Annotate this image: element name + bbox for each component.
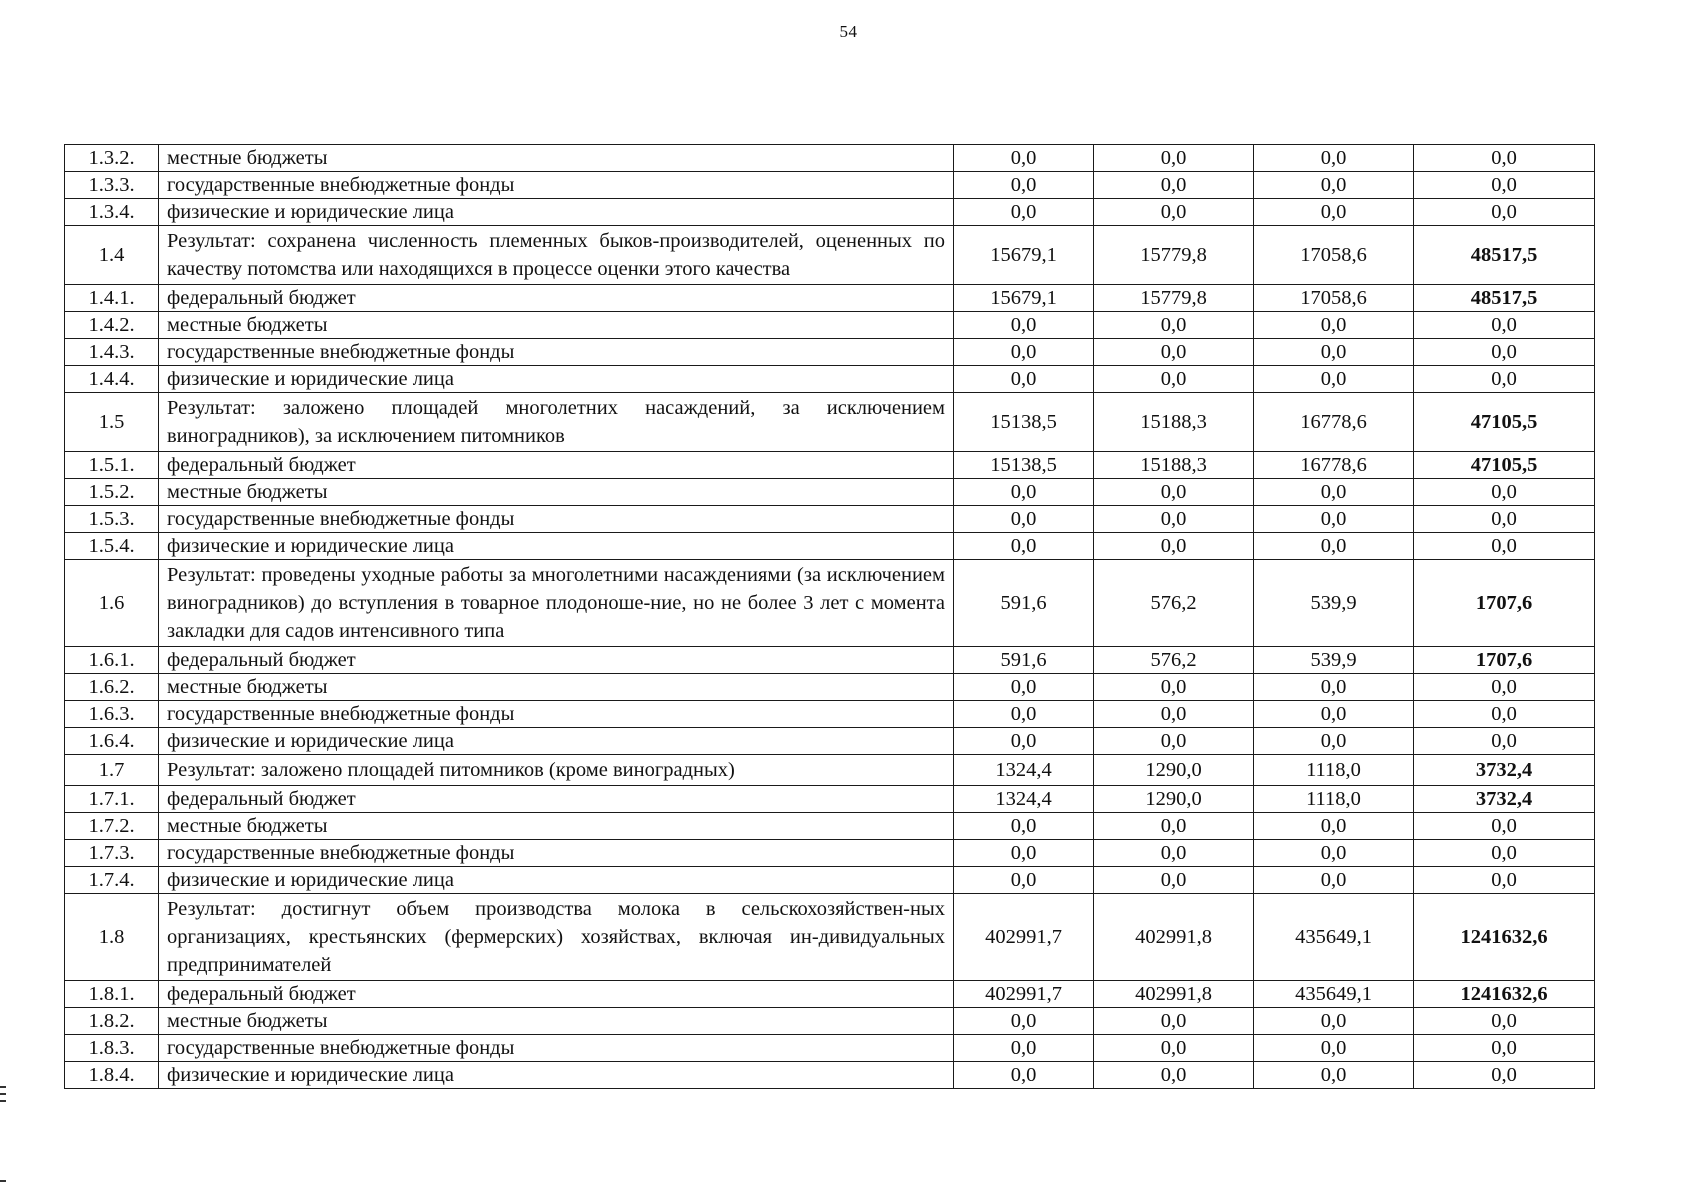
table-row — [65, 285, 1595, 312]
value-cell-year-2: 15779,8 — [1094, 226, 1254, 285]
funding-table-body — [65, 145, 1595, 1089]
value-cell-year-2: 0,0 — [1094, 674, 1254, 701]
total-cell: 3732,4 — [1414, 755, 1595, 786]
value-cell-year-1: 0,0 — [954, 339, 1094, 366]
total-cell: 48517,5 — [1414, 285, 1595, 312]
value-cell-year-3: 0,0 — [1254, 145, 1414, 172]
value-cell-year-3: 0,0 — [1254, 506, 1414, 533]
row-number-cell: 1.3.4. — [65, 199, 159, 226]
value-cell-year-2: 0,0 — [1094, 813, 1254, 840]
row-number-cell: 1.6.4. — [65, 728, 159, 755]
total-cell: 0,0 — [1414, 145, 1595, 172]
row-description-cell: государственные внебюджетные фонды — [159, 1035, 954, 1062]
value-cell-year-2: 0,0 — [1094, 533, 1254, 560]
row-number-cell: 1.6.1. — [65, 647, 159, 674]
total-cell: 0,0 — [1414, 674, 1595, 701]
table-row — [65, 867, 1595, 894]
table-row — [65, 312, 1595, 339]
value-cell-year-3: 0,0 — [1254, 674, 1414, 701]
table-row — [65, 172, 1595, 199]
total-cell: 1241632,6 — [1414, 894, 1595, 981]
row-description-cell: Результат: заложено площадей питомников (кроме виноградных) — [159, 755, 954, 786]
row-number-cell: 1.5.1. — [65, 452, 159, 479]
value-cell-year-2: 0,0 — [1094, 728, 1254, 755]
row-number-cell: 1.6.2. — [65, 674, 159, 701]
value-cell-year-1: 0,0 — [954, 1062, 1094, 1089]
row-description-cell: государственные внебюджетные фонды — [159, 840, 954, 867]
value-cell-year-2: 1290,0 — [1094, 755, 1254, 786]
value-cell-year-1: 402991,7 — [954, 981, 1094, 1008]
value-cell-year-1: 0,0 — [954, 506, 1094, 533]
table-row — [65, 452, 1595, 479]
row-description-cell: местные бюджеты — [159, 813, 954, 840]
row-description-cell: федеральный бюджет — [159, 452, 954, 479]
total-cell: 1241632,6 — [1414, 981, 1595, 1008]
row-description-cell: федеральный бюджет — [159, 647, 954, 674]
value-cell-year-1: 0,0 — [954, 199, 1094, 226]
row-description-cell: местные бюджеты — [159, 479, 954, 506]
value-cell-year-2: 0,0 — [1094, 506, 1254, 533]
row-number-cell: 1.4.1. — [65, 285, 159, 312]
row-description-cell: местные бюджеты — [159, 674, 954, 701]
value-cell-year-2: 0,0 — [1094, 199, 1254, 226]
table-row — [65, 840, 1595, 867]
row-description-cell: физические и юридические лица — [159, 199, 954, 226]
value-cell-year-1: 0,0 — [954, 479, 1094, 506]
value-cell-year-2: 402991,8 — [1094, 894, 1254, 981]
row-number-cell: 1.5.3. — [65, 506, 159, 533]
value-cell-year-2: 1290,0 — [1094, 786, 1254, 813]
table-row — [65, 1035, 1595, 1062]
row-number-cell: 1.6 — [65, 560, 159, 647]
total-cell: 48517,5 — [1414, 226, 1595, 285]
total-cell: 0,0 — [1414, 199, 1595, 226]
value-cell-year-1: 0,0 — [954, 312, 1094, 339]
total-cell: 0,0 — [1414, 867, 1595, 894]
value-cell-year-3: 16778,6 — [1254, 452, 1414, 479]
table-row — [65, 674, 1595, 701]
row-number-cell: 1.8.1. — [65, 981, 159, 1008]
value-cell-year-2: 15188,3 — [1094, 452, 1254, 479]
table-row — [65, 145, 1595, 172]
row-number-cell: 1.3.2. — [65, 145, 159, 172]
total-cell: 1707,6 — [1414, 560, 1595, 647]
total-cell: 0,0 — [1414, 366, 1595, 393]
value-cell-year-2: 0,0 — [1094, 840, 1254, 867]
result-row — [65, 755, 1595, 786]
value-cell-year-3: 17058,6 — [1254, 285, 1414, 312]
table-row — [65, 1062, 1595, 1089]
table-row — [65, 647, 1595, 674]
value-cell-year-1: 0,0 — [954, 145, 1094, 172]
total-cell: 1707,6 — [1414, 647, 1595, 674]
value-cell-year-2: 0,0 — [1094, 366, 1254, 393]
value-cell-year-3: 0,0 — [1254, 1062, 1414, 1089]
total-cell: 0,0 — [1414, 339, 1595, 366]
row-description-cell: местные бюджеты — [159, 312, 954, 339]
row-number-cell: 1.6.3. — [65, 701, 159, 728]
row-description-cell: федеральный бюджет — [159, 285, 954, 312]
row-number-cell: 1.7.1. — [65, 786, 159, 813]
table-row — [65, 506, 1595, 533]
value-cell-year-2: 15188,3 — [1094, 393, 1254, 452]
result-row — [65, 226, 1595, 285]
result-row — [65, 393, 1595, 452]
table-row — [65, 728, 1595, 755]
table-row — [65, 1008, 1595, 1035]
total-cell: 3732,4 — [1414, 786, 1595, 813]
row-number-cell: 1.3.3. — [65, 172, 159, 199]
page-number: 54 — [839, 22, 858, 41]
value-cell-year-3: 0,0 — [1254, 339, 1414, 366]
table-row — [65, 199, 1595, 226]
value-cell-year-1: 0,0 — [954, 1008, 1094, 1035]
value-cell-year-1: 15138,5 — [954, 393, 1094, 452]
row-description-cell: государственные внебюджетные фонды — [159, 172, 954, 199]
scan-margin-mark — [0, 1100, 6, 1102]
table-row — [65, 533, 1595, 560]
row-description-cell: физические и юридические лица — [159, 533, 954, 560]
value-cell-year-2: 15779,8 — [1094, 285, 1254, 312]
value-cell-year-1: 15138,5 — [954, 452, 1094, 479]
result-row — [65, 560, 1595, 647]
total-cell: 0,0 — [1414, 479, 1595, 506]
value-cell-year-1: 0,0 — [954, 867, 1094, 894]
value-cell-year-1: 0,0 — [954, 728, 1094, 755]
row-number-cell: 1.4.3. — [65, 339, 159, 366]
value-cell-year-1: 0,0 — [954, 366, 1094, 393]
scan-margin-mark — [0, 1093, 6, 1095]
row-number-cell: 1.8.4. — [65, 1062, 159, 1089]
table-row — [65, 981, 1595, 1008]
total-cell: 0,0 — [1414, 312, 1595, 339]
value-cell-year-3: 0,0 — [1254, 701, 1414, 728]
row-number-cell: 1.7.3. — [65, 840, 159, 867]
value-cell-year-1: 0,0 — [954, 172, 1094, 199]
value-cell-year-1: 0,0 — [954, 701, 1094, 728]
total-cell: 0,0 — [1414, 533, 1595, 560]
row-description-cell: государственные внебюджетные фонды — [159, 701, 954, 728]
value-cell-year-1: 0,0 — [954, 1035, 1094, 1062]
value-cell-year-2: 0,0 — [1094, 1008, 1254, 1035]
row-description-cell: федеральный бюджет — [159, 786, 954, 813]
total-cell: 0,0 — [1414, 1062, 1595, 1089]
value-cell-year-3: 0,0 — [1254, 867, 1414, 894]
row-number-cell: 1.8.2. — [65, 1008, 159, 1035]
scan-margin-mark — [0, 1180, 6, 1182]
row-description-cell: физические и юридические лица — [159, 728, 954, 755]
value-cell-year-2: 0,0 — [1094, 312, 1254, 339]
value-cell-year-3: 0,0 — [1254, 533, 1414, 560]
table-row — [65, 339, 1595, 366]
row-number-cell: 1.8.3. — [65, 1035, 159, 1062]
value-cell-year-1: 15679,1 — [954, 285, 1094, 312]
value-cell-year-3: 0,0 — [1254, 312, 1414, 339]
row-description-cell: федеральный бюджет — [159, 981, 954, 1008]
funding-table — [64, 144, 1595, 1089]
row-number-cell: 1.7.2. — [65, 813, 159, 840]
scan-margin-mark — [0, 1086, 6, 1088]
value-cell-year-2: 0,0 — [1094, 1062, 1254, 1089]
value-cell-year-3: 0,0 — [1254, 813, 1414, 840]
row-number-cell: 1.4.4. — [65, 366, 159, 393]
value-cell-year-1: 15679,1 — [954, 226, 1094, 285]
row-description-cell: Результат: достигнут объем производства молока в сельскохозяйствен-ных организациях, крестьянских (фермерских) хозяйствах, включая ин-дивидуальных предпринимателей — [159, 894, 954, 981]
value-cell-year-3: 1118,0 — [1254, 786, 1414, 813]
row-number-cell: 1.5.4. — [65, 533, 159, 560]
value-cell-year-2: 0,0 — [1094, 339, 1254, 366]
row-number-cell: 1.7.4. — [65, 867, 159, 894]
row-description-cell: физические и юридические лица — [159, 1062, 954, 1089]
value-cell-year-1: 591,6 — [954, 647, 1094, 674]
row-description-cell: местные бюджеты — [159, 145, 954, 172]
value-cell-year-3: 0,0 — [1254, 728, 1414, 755]
row-description-cell: местные бюджеты — [159, 1008, 954, 1035]
value-cell-year-3: 17058,6 — [1254, 226, 1414, 285]
row-number-cell: 1.4 — [65, 226, 159, 285]
total-cell: 47105,5 — [1414, 393, 1595, 452]
value-cell-year-2: 0,0 — [1094, 867, 1254, 894]
result-row — [65, 894, 1595, 981]
total-cell: 0,0 — [1414, 506, 1595, 533]
value-cell-year-3: 0,0 — [1254, 840, 1414, 867]
total-cell: 0,0 — [1414, 840, 1595, 867]
value-cell-year-3: 1118,0 — [1254, 755, 1414, 786]
value-cell-year-1: 0,0 — [954, 674, 1094, 701]
value-cell-year-3: 0,0 — [1254, 1035, 1414, 1062]
table-row — [65, 479, 1595, 506]
total-cell: 0,0 — [1414, 701, 1595, 728]
row-description-cell: Результат: проведены уходные работы за многолетними насаждениями (за исключением виноградников) до вступления в товарное плодоноше-ние, но не более 3 лет с момента закладки для садов интенсивного типа — [159, 560, 954, 647]
total-cell: 47105,5 — [1414, 452, 1595, 479]
total-cell: 0,0 — [1414, 172, 1595, 199]
value-cell-year-3: 435649,1 — [1254, 894, 1414, 981]
value-cell-year-2: 0,0 — [1094, 145, 1254, 172]
value-cell-year-2: 0,0 — [1094, 479, 1254, 506]
value-cell-year-1: 1324,4 — [954, 755, 1094, 786]
value-cell-year-1: 0,0 — [954, 813, 1094, 840]
row-description-cell: Результат: сохранена численность племенных быков-производителей, оцененных по качеству потомства или находящихся в процессе оценки этого качества — [159, 226, 954, 285]
total-cell: 0,0 — [1414, 728, 1595, 755]
value-cell-year-3: 16778,6 — [1254, 393, 1414, 452]
row-description-cell: государственные внебюджетные фонды — [159, 506, 954, 533]
value-cell-year-1: 591,6 — [954, 560, 1094, 647]
value-cell-year-3: 0,0 — [1254, 1008, 1414, 1035]
value-cell-year-1: 402991,7 — [954, 894, 1094, 981]
value-cell-year-3: 435649,1 — [1254, 981, 1414, 1008]
total-cell: 0,0 — [1414, 1008, 1595, 1035]
row-number-cell: 1.5 — [65, 393, 159, 452]
value-cell-year-2: 402991,8 — [1094, 981, 1254, 1008]
value-cell-year-3: 0,0 — [1254, 199, 1414, 226]
total-cell: 0,0 — [1414, 1035, 1595, 1062]
table-row — [65, 366, 1595, 393]
table-row — [65, 701, 1595, 728]
value-cell-year-3: 539,9 — [1254, 560, 1414, 647]
value-cell-year-3: 539,9 — [1254, 647, 1414, 674]
row-number-cell: 1.8 — [65, 894, 159, 981]
row-number-cell: 1.4.2. — [65, 312, 159, 339]
row-number-cell: 1.5.2. — [65, 479, 159, 506]
value-cell-year-3: 0,0 — [1254, 479, 1414, 506]
table-row — [65, 813, 1595, 840]
value-cell-year-3: 0,0 — [1254, 172, 1414, 199]
row-description-cell: физические и юридические лица — [159, 366, 954, 393]
value-cell-year-1: 0,0 — [954, 840, 1094, 867]
value-cell-year-1: 1324,4 — [954, 786, 1094, 813]
value-cell-year-2: 576,2 — [1094, 647, 1254, 674]
row-description-cell: физические и юридические лица — [159, 867, 954, 894]
row-number-cell: 1.7 — [65, 755, 159, 786]
row-description-cell: государственные внебюджетные фонды — [159, 339, 954, 366]
value-cell-year-1: 0,0 — [954, 533, 1094, 560]
total-cell: 0,0 — [1414, 813, 1595, 840]
table-row — [65, 786, 1595, 813]
value-cell-year-3: 0,0 — [1254, 366, 1414, 393]
row-description-cell: Результат: заложено площадей многолетних насаждений, за исключением виноградников), за исключением питомников — [159, 393, 954, 452]
value-cell-year-2: 0,0 — [1094, 172, 1254, 199]
value-cell-year-2: 0,0 — [1094, 1035, 1254, 1062]
value-cell-year-2: 576,2 — [1094, 560, 1254, 647]
value-cell-year-2: 0,0 — [1094, 701, 1254, 728]
